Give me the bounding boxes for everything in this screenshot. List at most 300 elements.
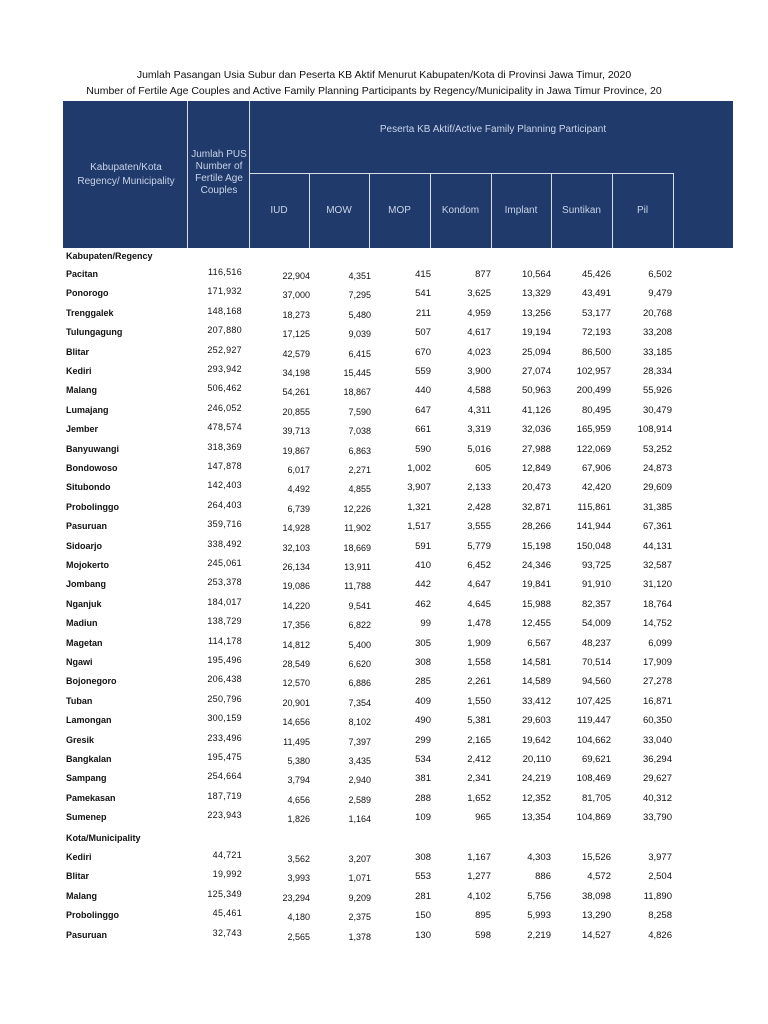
table-row bbox=[63, 754, 673, 770]
cell-mow: 9,039 bbox=[348, 329, 371, 340]
cell-pil: 2,504 bbox=[648, 871, 672, 883]
cell-implant: 5,756 bbox=[527, 890, 551, 902]
cell-iud: 14,812 bbox=[282, 639, 310, 650]
cell-region: Tulungagung bbox=[66, 327, 123, 338]
cell-mop: 490 bbox=[415, 715, 431, 727]
cell-implant: 32,871 bbox=[521, 501, 551, 513]
cell-suntikan: 141,944 bbox=[576, 521, 611, 533]
cell-implant: 2,219 bbox=[527, 929, 551, 941]
cell-kondom: 3,900 bbox=[467, 366, 491, 377]
table-row bbox=[63, 635, 673, 654]
cell-kondom: 5,779 bbox=[467, 540, 491, 552]
cell-kondom: 2,341 bbox=[467, 773, 491, 785]
cell-suntikan: 107,425 bbox=[576, 695, 611, 707]
header-iud: IUD bbox=[270, 205, 288, 216]
cell-suntikan: 86,500 bbox=[581, 346, 611, 358]
table-row bbox=[63, 732, 673, 751]
table-row bbox=[63, 499, 673, 518]
cell-pil: 14,752 bbox=[642, 618, 672, 630]
cell-mop: 534 bbox=[415, 754, 431, 765]
cell-pus: 338,492 bbox=[207, 538, 242, 549]
cell-mop: 442 bbox=[415, 579, 431, 591]
cell-pil: 67,361 bbox=[642, 521, 672, 533]
cell-mow: 11,902 bbox=[344, 523, 371, 534]
cell-suntikan: 4,572 bbox=[587, 871, 611, 883]
cell-mow: 7,038 bbox=[348, 426, 371, 437]
cell-mow: 3,435 bbox=[348, 756, 371, 766]
cell-region: Sidoarjo bbox=[66, 540, 103, 551]
table-row bbox=[63, 693, 673, 712]
cell-kondom: 2,412 bbox=[467, 754, 491, 765]
cell-kondom: 877 bbox=[475, 269, 491, 280]
cell-implant: 33,412 bbox=[521, 695, 551, 707]
cell-mow: 2,940 bbox=[348, 775, 371, 786]
cell-region: Pasuruan bbox=[66, 521, 108, 532]
cell-kondom: 4,102 bbox=[467, 890, 491, 902]
table-row bbox=[63, 888, 673, 907]
cell-pus: 206,438 bbox=[207, 674, 242, 685]
cell-suntikan: 54,009 bbox=[581, 618, 611, 630]
cell-mow: 13,911 bbox=[344, 562, 371, 572]
section-regency: Kabupaten/Regency bbox=[66, 251, 153, 261]
cell-pus: 45,461 bbox=[212, 908, 242, 919]
table-row bbox=[63, 773, 673, 789]
cell-mop: 410 bbox=[415, 560, 431, 571]
cell-implant: 25,094 bbox=[521, 346, 551, 358]
cell-pus: 506,462 bbox=[207, 383, 242, 394]
cell-pil: 24,873 bbox=[642, 463, 672, 474]
cell-region: Jombang bbox=[66, 579, 107, 590]
cell-kondom: 598 bbox=[475, 929, 491, 941]
cell-mow: 2,375 bbox=[348, 912, 371, 923]
cell-iud: 17,356 bbox=[282, 620, 310, 631]
cell-implant: 27,074 bbox=[521, 366, 551, 377]
table-row bbox=[63, 482, 673, 498]
cell-iud: 14,220 bbox=[282, 600, 310, 611]
table-row bbox=[63, 521, 673, 537]
cell-mow: 18,669 bbox=[343, 542, 371, 553]
table-row bbox=[63, 327, 673, 343]
cell-mow: 1,071 bbox=[348, 873, 371, 884]
cell-kondom: 6,452 bbox=[467, 560, 491, 571]
cell-pil: 33,208 bbox=[642, 327, 672, 339]
cell-kondom: 5,016 bbox=[467, 443, 491, 455]
cell-mop: 285 bbox=[415, 676, 431, 688]
cell-implant: 13,256 bbox=[521, 307, 551, 319]
cell-suntikan: 165,959 bbox=[576, 424, 611, 436]
table-row bbox=[63, 463, 673, 479]
cell-region: Pamekasan bbox=[66, 792, 116, 803]
cell-suntikan: 82,357 bbox=[581, 598, 611, 610]
cell-implant: 15,198 bbox=[521, 540, 551, 552]
cell-iud: 20,901 bbox=[282, 697, 310, 708]
cell-mop: 109 bbox=[415, 812, 431, 824]
table-row bbox=[63, 366, 673, 382]
cell-mow: 9,209 bbox=[348, 892, 371, 903]
cell-pil: 33,185 bbox=[642, 346, 672, 358]
cell-suntikan: 108,469 bbox=[576, 773, 611, 785]
cell-region: Mojokerto bbox=[66, 560, 110, 570]
section-municipality: Kota/Municipality bbox=[66, 833, 141, 843]
cell-suntikan: 91,910 bbox=[581, 579, 611, 591]
cell-implant: 12,455 bbox=[521, 618, 551, 630]
cell-implant: 14,589 bbox=[521, 676, 551, 688]
cell-suntikan: 15,526 bbox=[581, 852, 611, 863]
cell-pil: 60,350 bbox=[642, 715, 672, 727]
cell-pil: 108,914 bbox=[637, 424, 672, 436]
cell-pil: 11,890 bbox=[643, 890, 672, 902]
cell-pus: 246,052 bbox=[207, 402, 242, 413]
cell-suntikan: 200,499 bbox=[576, 385, 611, 397]
cell-kondom: 3,625 bbox=[467, 288, 491, 300]
cell-pus: 148,168 bbox=[207, 305, 242, 316]
cell-region: Nganjuk bbox=[66, 598, 102, 609]
cell-mow: 1,164 bbox=[348, 814, 371, 825]
cell-pil: 33,040 bbox=[642, 734, 672, 746]
cell-region: Pacitan bbox=[66, 269, 99, 279]
cell-mow: 9,541 bbox=[348, 600, 371, 611]
cell-implant: 886 bbox=[535, 871, 551, 883]
cell-kondom: 2,428 bbox=[467, 501, 491, 513]
cell-iud: 3,794 bbox=[287, 775, 310, 786]
cell-pil: 31,120 bbox=[642, 579, 672, 591]
cell-mow: 6,863 bbox=[348, 445, 371, 456]
cell-mow: 6,822 bbox=[348, 620, 371, 631]
table-row bbox=[63, 441, 673, 460]
cell-mop: 553 bbox=[415, 871, 431, 883]
cell-mow: 7,295 bbox=[348, 290, 371, 301]
cell-mop: 415 bbox=[415, 269, 431, 280]
cell-mop: 308 bbox=[415, 852, 431, 863]
cell-kondom: 605 bbox=[475, 463, 491, 474]
cell-region: Pasuruan bbox=[66, 929, 108, 940]
cell-kondom: 4,959 bbox=[467, 307, 491, 319]
cell-iud: 1,826 bbox=[287, 814, 310, 825]
table-row bbox=[63, 538, 673, 557]
cell-iud: 11,495 bbox=[283, 736, 310, 747]
cell-implant: 14,581 bbox=[521, 657, 551, 668]
cell-pil: 9,479 bbox=[648, 288, 672, 300]
cell-mow: 6,620 bbox=[348, 659, 371, 669]
cell-iud: 28,549 bbox=[282, 659, 310, 669]
cell-suntikan: 93,725 bbox=[581, 560, 611, 571]
cell-pil: 17,909 bbox=[642, 657, 672, 668]
cell-pus: 250,796 bbox=[207, 693, 242, 704]
cell-kondom: 2,133 bbox=[467, 482, 491, 494]
cell-mow: 5,400 bbox=[348, 639, 371, 650]
cell-suntikan: 67,906 bbox=[581, 463, 611, 474]
cell-mop: 462 bbox=[415, 598, 431, 610]
cell-suntikan: 69,621 bbox=[581, 754, 611, 765]
cell-mow: 11,788 bbox=[344, 581, 371, 592]
cell-pil: 40,312 bbox=[642, 792, 672, 804]
header-participants: Peserta KB Aktif/Active Family Planning Participant bbox=[379, 124, 607, 135]
cell-pus: 114,178 bbox=[208, 635, 242, 646]
cell-mop: 288 bbox=[415, 792, 431, 804]
cell-suntikan: 43,491 bbox=[581, 288, 611, 300]
cell-region: Tuban bbox=[66, 695, 93, 706]
cell-region: Gresik bbox=[66, 734, 95, 745]
cell-mop: 3,907 bbox=[407, 482, 431, 494]
table-row bbox=[63, 385, 673, 401]
cell-pil: 8,258 bbox=[648, 910, 672, 922]
cell-mow: 1,378 bbox=[348, 931, 371, 942]
table-row bbox=[63, 676, 673, 692]
cell-implant: 19,194 bbox=[521, 327, 551, 339]
cell-implant: 50,963 bbox=[521, 385, 551, 397]
cell-mow: 6,886 bbox=[348, 678, 371, 689]
cell-implant: 41,126 bbox=[521, 404, 551, 416]
cell-mop: 305 bbox=[415, 637, 431, 649]
cell-iud: 18,273 bbox=[282, 309, 310, 320]
cell-iud: 6,017 bbox=[287, 465, 310, 475]
table-row bbox=[63, 269, 673, 285]
cell-pil: 4,826 bbox=[648, 929, 672, 941]
cell-pil: 16,871 bbox=[642, 695, 672, 707]
cell-region: Lumajang bbox=[66, 404, 109, 415]
cell-region: Situbondo bbox=[66, 482, 111, 493]
cell-pus: 245,061 bbox=[207, 558, 242, 568]
cell-region: Trenggalek bbox=[66, 307, 114, 318]
title-english: Number of Fertile Age Couples and Active Family Planning Participants by Regency/Municipality in Jawa Timur Province, 20 bbox=[86, 85, 662, 97]
cell-suntikan: 53,177 bbox=[581, 307, 611, 319]
cell-pus: 478,574 bbox=[207, 422, 242, 433]
cell-suntikan: 80,495 bbox=[581, 404, 611, 416]
cell-iud: 34,198 bbox=[282, 368, 310, 378]
cell-kondom: 5,381 bbox=[467, 715, 491, 727]
cell-region: Bangkalan bbox=[66, 754, 112, 764]
cell-implant: 5,993 bbox=[527, 910, 551, 922]
cell-region: Blitar bbox=[66, 871, 90, 882]
cell-suntikan: 102,957 bbox=[576, 366, 611, 377]
cell-iud: 14,928 bbox=[282, 523, 310, 534]
cell-mow: 12,226 bbox=[343, 503, 371, 514]
cell-pus: 264,403 bbox=[207, 499, 242, 510]
cell-suntikan: 13,290 bbox=[581, 910, 611, 922]
cell-mow: 2,271 bbox=[348, 465, 371, 475]
cell-pus: 32,743 bbox=[212, 927, 242, 938]
table-row bbox=[63, 852, 673, 868]
cell-suntikan: 104,662 bbox=[576, 734, 611, 746]
cell-mop: 541 bbox=[415, 288, 431, 300]
cell-kondom: 4,645 bbox=[467, 598, 491, 610]
cell-implant: 12,849 bbox=[521, 463, 551, 474]
cell-pil: 29,609 bbox=[642, 482, 672, 494]
cell-mop: 150 bbox=[415, 910, 431, 922]
header-pil: Pil bbox=[636, 205, 649, 216]
cell-region: Blitar bbox=[66, 346, 90, 357]
cell-pil: 32,587 bbox=[642, 560, 672, 571]
cell-kondom: 895 bbox=[475, 910, 491, 922]
cell-iud: 39,713 bbox=[282, 426, 310, 437]
header-mow: MOW bbox=[326, 205, 352, 216]
cell-kondom: 1,550 bbox=[467, 695, 491, 707]
cell-pil: 33,790 bbox=[642, 812, 672, 824]
cell-region: Ponorogo bbox=[66, 288, 109, 299]
cell-pus: 252,927 bbox=[207, 344, 242, 355]
cell-pus: 300,159 bbox=[207, 713, 242, 724]
cell-pus: 359,716 bbox=[207, 519, 242, 530]
cell-suntikan: 14,527 bbox=[581, 929, 611, 941]
cell-pus: 125,349 bbox=[207, 888, 242, 899]
cell-kondom: 4,617 bbox=[467, 327, 491, 339]
header-mop: MOP bbox=[388, 205, 411, 216]
cell-iud: 22,904 bbox=[282, 271, 310, 281]
cell-pus: 318,369 bbox=[207, 441, 242, 452]
cell-mop: 440 bbox=[415, 385, 431, 397]
cell-iud: 17,125 bbox=[282, 329, 310, 340]
cell-mow: 15,445 bbox=[343, 368, 371, 378]
cell-pus: 184,017 bbox=[207, 596, 242, 607]
cell-implant: 24,346 bbox=[521, 560, 551, 571]
cell-kondom: 4,023 bbox=[467, 346, 491, 358]
cell-kondom: 2,165 bbox=[467, 734, 491, 746]
cell-mop: 381 bbox=[415, 773, 431, 785]
cell-pil: 20,768 bbox=[642, 307, 672, 319]
table-row bbox=[63, 402, 673, 421]
header-suntikan: Suntikan bbox=[562, 205, 601, 216]
table-row bbox=[63, 344, 673, 363]
cell-region: Probolinggo bbox=[66, 910, 119, 921]
cell-mow: 2,589 bbox=[348, 794, 371, 805]
cell-implant: 29,603 bbox=[521, 715, 551, 727]
header-kondom: Kondom bbox=[441, 205, 480, 216]
cell-mop: 507 bbox=[415, 327, 431, 339]
cell-pus: 195,496 bbox=[207, 655, 242, 665]
cell-kondom: 1,478 bbox=[467, 618, 491, 630]
cell-mop: 1,321 bbox=[407, 501, 431, 513]
cell-mop: 559 bbox=[415, 366, 431, 377]
cell-pus: 293,942 bbox=[207, 364, 242, 374]
title-indonesian: Jumlah Pasangan Usia Subur dan Peserta KB Aktif Menurut Kabupaten/Kota di Provinsi Jawa Timur, 2020 bbox=[136, 69, 632, 81]
cell-mop: 299 bbox=[415, 734, 431, 746]
cell-mop: 590 bbox=[415, 443, 431, 455]
table-row bbox=[63, 927, 673, 946]
cell-kondom: 4,588 bbox=[467, 385, 491, 397]
cell-region: Madiun bbox=[66, 618, 98, 629]
cell-kondom: 1,909 bbox=[467, 637, 491, 649]
cell-suntikan: 150,048 bbox=[576, 540, 611, 552]
cell-iud: 3,993 bbox=[287, 873, 310, 884]
cell-mop: 670 bbox=[415, 346, 431, 358]
cell-iud: 37,000 bbox=[282, 290, 310, 301]
cell-implant: 20,473 bbox=[521, 482, 551, 494]
cell-implant: 15,988 bbox=[521, 598, 551, 610]
cell-region: Bojonegoro bbox=[66, 676, 117, 687]
cell-region: Probolinggo bbox=[66, 501, 119, 512]
cell-region: Jember bbox=[66, 424, 99, 435]
cell-kondom: 3,319 bbox=[467, 424, 491, 436]
cell-pil: 30,479 bbox=[642, 404, 672, 416]
cell-implant: 13,354 bbox=[521, 812, 551, 824]
cell-suntikan: 81,705 bbox=[581, 792, 611, 804]
cell-iud: 19,086 bbox=[282, 581, 310, 592]
cell-region: Kediri bbox=[66, 852, 92, 862]
table-row bbox=[63, 790, 673, 809]
cell-suntikan: 45,426 bbox=[581, 269, 611, 280]
table-row bbox=[63, 305, 673, 324]
cell-iud: 32,103 bbox=[282, 542, 310, 553]
cell-implant: 28,266 bbox=[521, 521, 551, 533]
cell-implant: 32,036 bbox=[521, 424, 551, 436]
cell-mop: 647 bbox=[415, 404, 431, 416]
header-implant: Implant bbox=[504, 205, 538, 216]
cell-region: Bondowoso bbox=[66, 463, 118, 473]
cell-iud: 4,656 bbox=[287, 794, 310, 805]
cell-mop: 130 bbox=[415, 929, 431, 941]
cell-region: Sumenep bbox=[66, 812, 107, 823]
cell-suntikan: 72,193 bbox=[581, 327, 611, 339]
cell-region: Magetan bbox=[66, 637, 103, 648]
cell-mow: 4,351 bbox=[348, 271, 371, 281]
cell-suntikan: 119,447 bbox=[577, 715, 611, 727]
cell-pil: 29,627 bbox=[642, 773, 672, 785]
cell-implant: 6,567 bbox=[527, 637, 551, 649]
cell-kondom: 1,558 bbox=[467, 657, 491, 668]
table-row bbox=[63, 715, 673, 731]
cell-pil: 6,502 bbox=[648, 269, 672, 280]
cell-kondom: 1,277 bbox=[467, 871, 491, 883]
cell-mow: 3,207 bbox=[348, 854, 371, 864]
cell-kondom: 4,647 bbox=[467, 579, 491, 591]
cell-suntikan: 42,420 bbox=[581, 482, 611, 494]
cell-iud: 6,739 bbox=[287, 503, 310, 514]
cell-pus: 207,880 bbox=[207, 325, 242, 336]
cell-kondom: 1,167 bbox=[467, 852, 491, 863]
cell-pil: 18,764 bbox=[642, 598, 672, 610]
cell-iud: 23,294 bbox=[282, 892, 310, 903]
cell-suntikan: 115,861 bbox=[577, 501, 611, 513]
cell-suntikan: 94,560 bbox=[581, 676, 611, 688]
cell-suntikan: 122,069 bbox=[576, 443, 611, 455]
cell-implant: 19,841 bbox=[521, 579, 551, 591]
cell-mop: 308 bbox=[415, 657, 431, 668]
cell-pil: 27,278 bbox=[642, 676, 672, 688]
cell-mow: 4,855 bbox=[348, 484, 371, 495]
cell-pus: 138,729 bbox=[207, 616, 242, 627]
cell-iud: 20,855 bbox=[282, 406, 310, 417]
cell-mow: 7,397 bbox=[348, 736, 371, 747]
cell-region: Sampang bbox=[66, 773, 107, 784]
cell-mop: 1,517 bbox=[407, 521, 431, 533]
cell-pus: 254,664 bbox=[207, 771, 242, 782]
cell-iud: 12,570 bbox=[282, 678, 310, 689]
cell-region: Banyuwangi bbox=[66, 443, 120, 454]
cell-implant: 27,988 bbox=[521, 443, 551, 455]
cell-iud: 5,380 bbox=[287, 756, 310, 766]
cell-region: Malang bbox=[66, 890, 98, 901]
table-row bbox=[63, 618, 673, 634]
cell-mow: 6,415 bbox=[348, 348, 371, 359]
cell-pus: 19,992 bbox=[212, 869, 242, 880]
cell-iud: 19,867 bbox=[282, 445, 310, 456]
cell-pil: 44,131 bbox=[642, 540, 672, 552]
cell-implant: 24,219 bbox=[521, 773, 551, 785]
cell-pus: 171,932 bbox=[207, 286, 242, 297]
cell-implant: 20,110 bbox=[522, 754, 551, 765]
cell-iud: 54,261 bbox=[282, 387, 310, 398]
cell-pus: 253,378 bbox=[207, 577, 242, 588]
cell-region: Ngawi bbox=[66, 657, 93, 667]
cell-iud: 3,562 bbox=[287, 854, 310, 864]
cell-suntikan: 48,237 bbox=[581, 637, 611, 649]
cell-pus: 233,496 bbox=[207, 732, 242, 743]
table-row bbox=[63, 424, 673, 440]
cell-pil: 28,334 bbox=[642, 366, 672, 377]
cell-mop: 409 bbox=[415, 695, 431, 707]
cell-mop: 1,002 bbox=[407, 463, 431, 474]
cell-implant: 12,352 bbox=[521, 792, 551, 804]
